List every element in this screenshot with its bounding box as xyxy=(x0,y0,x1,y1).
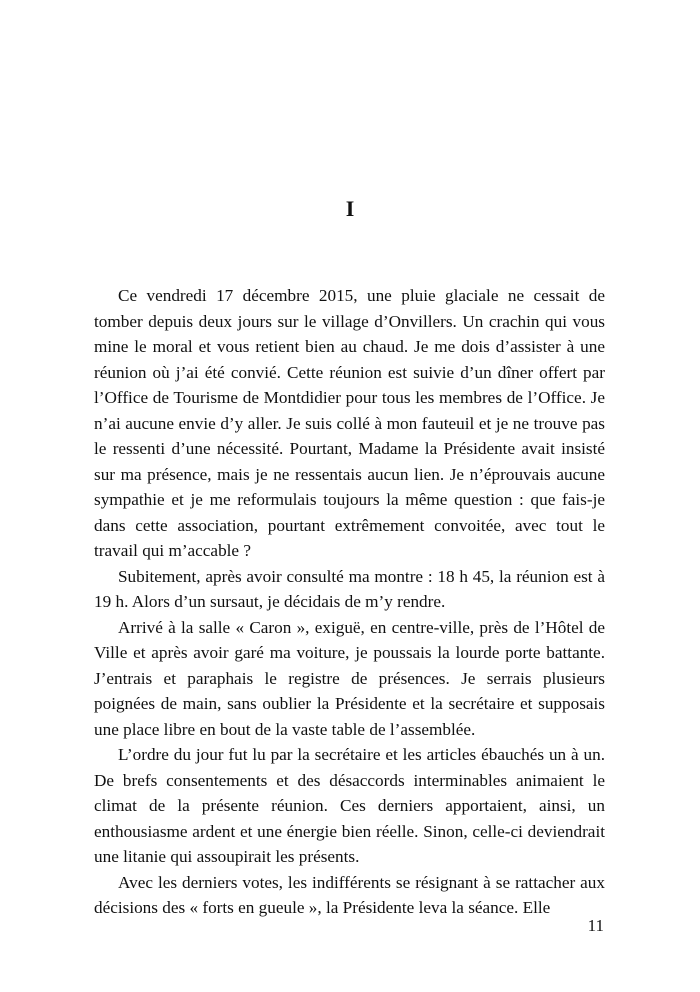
paragraph: Arrivé à la salle « Caron », exiguë, en centre-ville, près de l’Hôtel de Ville et après avoir garé ma voiture, je poussais la lourde porte battante. J’entrais et paraphais le registre de présences. Je serrais plusieurs poignées de main, sans oublier la Présidente et la secrétaire et supposais une place libre en bout de la vaste table de l’assemblée. xyxy=(94,617,605,739)
paragraph: Subitement, après avoir consulté ma montre : 18 h 45, la réunion est à 19 h. Alors d’un sursaut, je décidais de m’y rendre. xyxy=(94,566,605,611)
body-text xyxy=(94,283,605,921)
paragraph: Avec les derniers votes, les indifférents se résignant à se rattacher aux décisions des « forts en gueule », la Présidente leva la séance. Elle xyxy=(94,872,605,917)
page-number: 11 xyxy=(587,916,604,935)
chapter-heading: I xyxy=(345,196,355,221)
paragraph: L’ordre du jour fut lu par la secrétaire et les articles ébauchés un à un. De brefs consentements et des désaccords interminables animaient le climat de la présente réunion. Ces derniers apportaient, ainsi, un enthousiasme ardent et une énergie bien réelle. Sinon, celle-ci deviendrait une litanie qui assoupirait les présents. xyxy=(94,745,605,866)
paragraph: Ce vendredi 17 décembre 2015, une pluie glaciale ne cessait de tomber depuis deux jours sur le village d’Onvillers. Un crachin qui vous mine le moral et vous retient bien au chaud. Je me dois d’assister à une réunion où j’ai été convié. Cette réunion est suivie d’un dîner offert par l’Office de Tourisme de Montdidier pour tous les membres de l’Office. Je n’ai aucune envie d’y aller. Je suis collé à mon fauteuil et je ne trouve pas le ressenti d’une nécessité. Pourtant, Madame la Présidente avait insisté sur ma présence, mais je ne ressentais aucun lien. Je n’éprouvais aucune sympathie et je me reformulais toujours la même question : que fais-je dans cette association, pourtant extrêmement convoitée, avec tout le travail qui m’accable ? xyxy=(94,286,605,560)
